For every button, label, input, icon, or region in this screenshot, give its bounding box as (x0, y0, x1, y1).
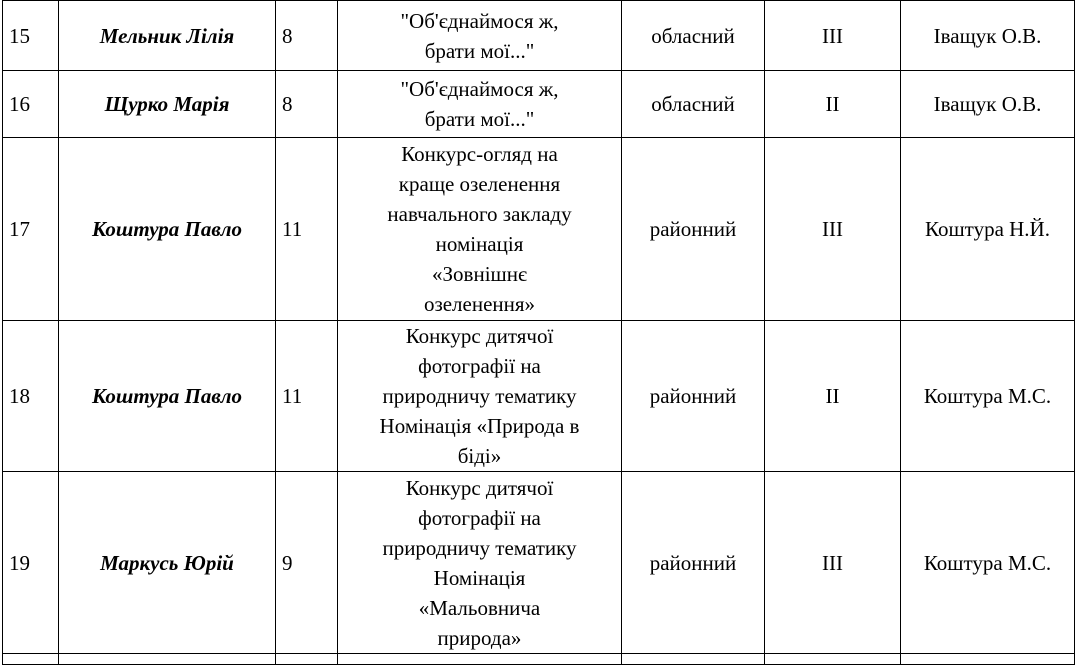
empty-cell (338, 654, 622, 665)
teacher-name: Іващук О.В. (901, 71, 1075, 138)
competition-level: обласний (622, 1, 765, 71)
student-grade: 11 (276, 321, 338, 472)
teacher-name: Коштура М.С. (901, 321, 1075, 472)
student-grade: 9 (276, 472, 338, 654)
empty-cell (3, 654, 59, 665)
student-grade: 11 (276, 138, 338, 321)
student-name: Мельник Лілія (59, 1, 276, 71)
empty-cell (901, 654, 1075, 665)
table-row (3, 472, 1075, 654)
teacher-name: Коштура М.С. (901, 472, 1075, 654)
place-awarded: III (765, 472, 901, 654)
event-cell (338, 321, 622, 472)
competition-level: районний (622, 472, 765, 654)
place-awarded: III (765, 138, 901, 321)
teacher-name: Коштура Н.Й. (901, 138, 1075, 321)
event-title: "Об'єднаймося ж, брати мої..." (400, 77, 559, 131)
competition-level: обласний (622, 71, 765, 138)
student-grade: 8 (276, 71, 338, 138)
table-row-partial (3, 654, 1075, 665)
student-name: Щурко Марія (59, 71, 276, 138)
event-title: Конкурс дитячої фотографії на природничу тематику Номінація «Мальовнича природа» (382, 475, 577, 650)
place-awarded: II (765, 71, 901, 138)
empty-cell (622, 654, 765, 665)
table-row (3, 1, 1075, 71)
awards-table (2, 0, 1075, 665)
event-cell (338, 71, 622, 138)
student-name: Коштура Павло (59, 321, 276, 472)
empty-cell (59, 654, 276, 665)
row-number: 18 (3, 321, 59, 472)
row-number: 16 (3, 71, 59, 138)
empty-cell (276, 654, 338, 665)
row-number: 17 (3, 138, 59, 321)
student-name: Маркусь Юрій (59, 472, 276, 654)
student-name: Коштура Павло (59, 138, 276, 321)
row-number: 15 (3, 1, 59, 71)
table-row (3, 138, 1075, 321)
event-cell (338, 472, 622, 654)
teacher-name: Іващук О.В. (901, 1, 1075, 71)
student-grade: 8 (276, 1, 338, 71)
table-row (3, 321, 1075, 472)
event-title: Конкурс-огляд на краще озеленення навчального закладу номінація «Зовнішнє озеленення» (387, 142, 572, 316)
event-cell (338, 138, 622, 321)
event-title: Конкурс дитячої фотографії на природничу тематику Номінація «Природа в біді» (379, 324, 580, 468)
place-awarded: III (765, 1, 901, 71)
competition-level: районний (622, 138, 765, 321)
table-row (3, 71, 1075, 138)
competition-level: районний (622, 321, 765, 472)
row-number: 19 (3, 472, 59, 654)
empty-cell (765, 654, 901, 665)
event-title: "Об'єднаймося ж, брати мої..." (400, 8, 559, 63)
event-cell (338, 1, 622, 71)
place-awarded: II (765, 321, 901, 472)
